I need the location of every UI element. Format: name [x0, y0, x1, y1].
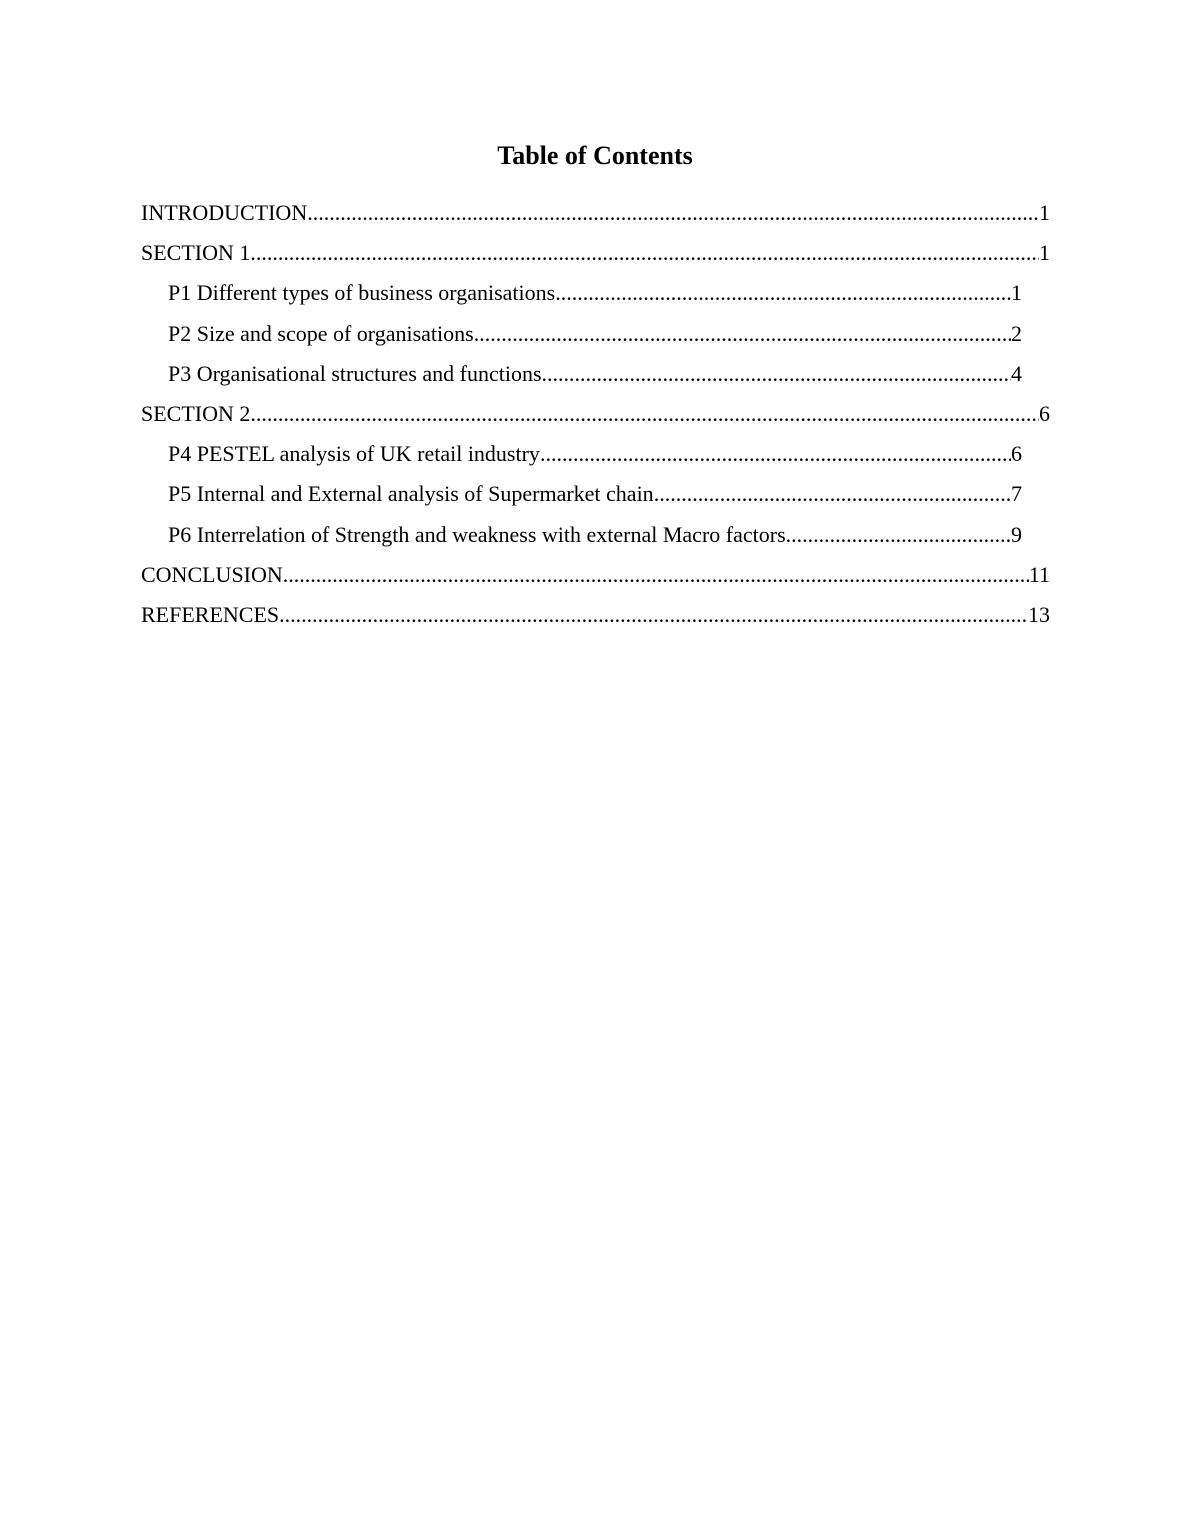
toc-entry-label: P4 PESTEL analysis of UK retail industry: [168, 441, 540, 467]
toc-row[interactable]: [141, 559, 1050, 591]
toc-row[interactable]: [168, 519, 1022, 551]
toc-row[interactable]: [168, 277, 1022, 309]
toc-entry-references[interactable]: [0, 599, 1190, 639]
toc-dot-leader: [786, 519, 1011, 551]
toc-dot-leader: [283, 559, 1029, 591]
toc-entry-p1[interactable]: [0, 277, 1190, 317]
toc-entry-p2[interactable]: [0, 318, 1190, 358]
toc-entry-label: REFERENCES: [141, 601, 280, 627]
toc-entry-label: CONCLUSION: [141, 561, 283, 587]
toc-dot-leader: [654, 478, 1011, 510]
toc-row[interactable]: [141, 599, 1050, 631]
toc-row[interactable]: [168, 478, 1022, 510]
toc-entry-label: P1 Different types of business organisations: [168, 280, 556, 306]
toc-row[interactable]: [168, 318, 1022, 350]
toc-row[interactable]: [141, 197, 1050, 229]
toc-page-number: 6: [1011, 441, 1022, 467]
toc-entry-label: INTRODUCTION: [141, 200, 308, 225]
toc-dot-leader: [250, 237, 1039, 269]
toc-dot-leader: [540, 438, 1011, 470]
toc-entry-label: P5 Internal and External analysis of Supermarket chain: [168, 481, 654, 507]
toc-row[interactable]: [168, 438, 1022, 470]
toc-entry-label: P2 Size and scope of organisations: [168, 320, 474, 346]
toc-entry-introduction[interactable]: [0, 197, 1190, 237]
toc-dot-leader: [555, 277, 1011, 309]
toc-dot-leader: [307, 197, 1039, 229]
toc-entry-p4[interactable]: [0, 438, 1190, 478]
toc-dot-leader: [279, 599, 1028, 631]
toc-page-number: 1: [1039, 240, 1050, 266]
toc-dot-leader: [250, 398, 1039, 430]
toc-page-number: 1: [1011, 280, 1022, 306]
toc-page-number: 2: [1011, 320, 1022, 346]
toc-page-number: 6: [1039, 400, 1050, 426]
toc-entry-section-1[interactable]: [0, 237, 1190, 277]
toc-dot-leader: [542, 358, 1011, 390]
toc-row[interactable]: [168, 358, 1022, 390]
toc-page-number: 9: [1011, 521, 1022, 547]
toc-dot-leader: [474, 318, 1011, 350]
toc-entry-label: P6 Interrelation of Strength and weakness with external Macro factors: [168, 521, 786, 547]
toc-page-number: 13: [1028, 601, 1050, 627]
toc-entry-p5[interactable]: [0, 478, 1190, 518]
toc-entry-conclusion[interactable]: [0, 559, 1190, 599]
toc-entry-section-2[interactable]: [0, 398, 1190, 438]
toc-entry-label: SECTION 2: [141, 400, 251, 426]
toc-page-number: 1: [1039, 200, 1050, 225]
toc-entry-label: P3 Organisational structures and functions: [168, 360, 542, 386]
toc-entry-label: SECTION 1: [141, 240, 251, 266]
toc-list: [0, 197, 1190, 639]
toc-title: Table of Contents: [497, 141, 693, 170]
toc-row[interactable]: [141, 398, 1050, 430]
toc-page-number: 11: [1028, 561, 1050, 587]
toc-page-number: 4: [1011, 360, 1022, 386]
toc-row[interactable]: [141, 237, 1050, 269]
toc-entry-p6[interactable]: [0, 519, 1190, 559]
toc-page-number: 7: [1011, 481, 1022, 507]
toc-entry-p3[interactable]: [0, 358, 1190, 398]
